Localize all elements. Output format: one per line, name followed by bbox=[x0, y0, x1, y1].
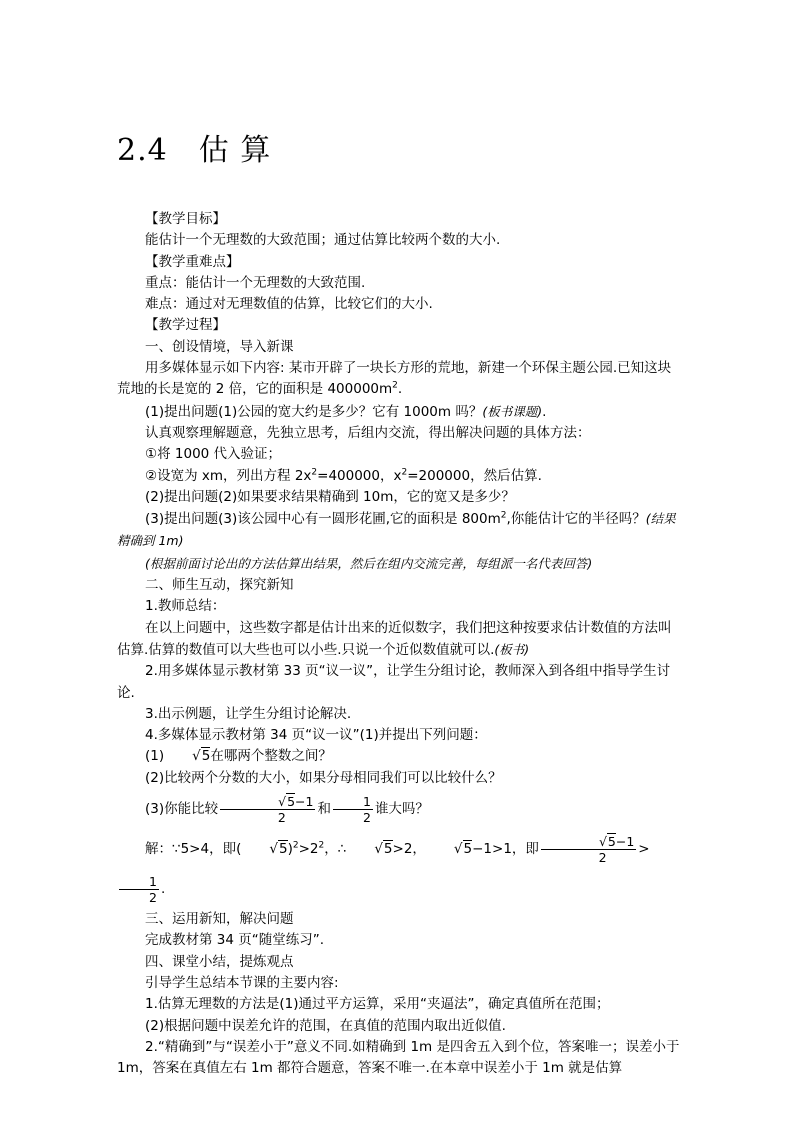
paragraph bbox=[117, 508, 680, 553]
text: ) bbox=[287, 841, 293, 858]
text: −1>1，即 bbox=[472, 841, 539, 858]
section-heading: 【教学目标】 bbox=[145, 211, 226, 227]
text: . bbox=[542, 403, 547, 420]
sqrt-expression: √5 bbox=[278, 793, 296, 809]
superscript: 2 bbox=[392, 380, 398, 391]
note: (结果精确到 1m) bbox=[117, 511, 676, 549]
paragraph: 完成教材第 34 页“随堂练习”. bbox=[145, 932, 325, 949]
fraction-numerator bbox=[541, 834, 636, 850]
text: 在哪两个整数之间？ bbox=[210, 748, 332, 765]
fraction-numerator bbox=[220, 794, 315, 810]
paragraph: 难点：通过对无理数值的估算，比较它们的大小. bbox=[145, 296, 433, 313]
text: 和 bbox=[317, 801, 331, 818]
document-body bbox=[117, 209, 680, 1079]
paragraph: 四、课堂小结，提炼观点 bbox=[145, 953, 294, 970]
note: (板书课题) bbox=[482, 403, 543, 419]
sqrt-expression: √5 bbox=[192, 748, 211, 765]
paragraph bbox=[117, 401, 680, 423]
text: > bbox=[638, 841, 650, 858]
paragraph bbox=[117, 618, 680, 662]
superscript: 2 bbox=[311, 467, 318, 478]
radicand: 5 bbox=[463, 841, 473, 858]
paragraph: 认真观察理解题意，先独立思考，后组内交流，得出解决问题的具体方法： bbox=[145, 424, 591, 441]
text: (1)提出问题(1)公园的宽大约是多少？它有 1000m 吗？ bbox=[145, 403, 483, 420]
sqrt-expression: √5 bbox=[453, 841, 473, 858]
fraction-denominator: 2 bbox=[598, 849, 607, 865]
fraction-numerator: 1 bbox=[333, 794, 373, 810]
text: ，∴ bbox=[324, 841, 347, 858]
fraction-denominator: 2 bbox=[362, 809, 371, 825]
fraction bbox=[333, 794, 373, 825]
paragraph: 4.多媒体显示教材第 34 页“议一议”(1)并提出下列问题： bbox=[145, 727, 487, 744]
paragraph: 二、师生互动，探究新知 bbox=[145, 577, 294, 594]
text: . bbox=[160, 881, 166, 898]
text: 在以上问题中，这些数字都是估计出来的近似数字，我们把这种按要求估计数值的方法叫估算.估算的数值可以大些也可以小些.只说一个近似数值就可以. bbox=[117, 619, 672, 658]
text: . bbox=[397, 381, 403, 398]
paragraph bbox=[117, 789, 680, 829]
paragraph bbox=[117, 358, 680, 401]
paragraph: ①将 1000 代入验证； bbox=[145, 446, 282, 463]
superscript: 2 bbox=[292, 840, 299, 851]
paragraph: (2)提出问题(2)如果要求结果精确到 10m，它的宽又是多少？ bbox=[145, 488, 515, 505]
paragraph: 2.“精确到”与“误差小于”意义不同.如精确到 1m 是四舍五入到个位，答案唯一；误差小于 1m，答案在真值左右 1m 都符合题意，答案不唯一.在本章中误差小于 1m 就是估算 bbox=[117, 1038, 680, 1077]
fraction bbox=[220, 794, 315, 825]
radicand: 5 bbox=[607, 833, 616, 849]
text: −1 bbox=[295, 793, 314, 809]
radicand: 5 bbox=[383, 841, 393, 858]
superscript: 2 bbox=[500, 510, 507, 521]
section-heading: 【教学过程】 bbox=[145, 317, 226, 334]
fraction bbox=[119, 874, 159, 905]
paragraph: 引导学生总结本节课的主要内容: bbox=[145, 974, 339, 991]
paragraph: (2)比较两个分数的大小，如果分母相同我们可以比较什么？ bbox=[145, 769, 502, 786]
text: 谁大吗？ bbox=[374, 801, 429, 818]
page-title: 2.4 估 算 bbox=[117, 133, 272, 168]
text: >2， bbox=[392, 841, 426, 858]
superscript: 2 bbox=[318, 840, 325, 851]
fraction-denominator: 2 bbox=[277, 809, 286, 825]
text: (3)你能比较 bbox=[145, 801, 219, 818]
radicand: 5 bbox=[201, 748, 211, 765]
text: >2 bbox=[298, 841, 319, 858]
text: (3)提出问题(3)该公园中心有一圆形花圃,它的面积是 800m bbox=[145, 511, 501, 528]
paragraph: 1.教师总结： bbox=[145, 598, 226, 615]
superscript: 2 bbox=[401, 467, 408, 478]
text: −1 bbox=[615, 833, 635, 849]
paragraph: 三、运用新知，解决问题 bbox=[145, 911, 294, 928]
radicand: 5 bbox=[287, 793, 296, 809]
paragraph: 1.估算无理数的方法是(1)通过平方运算，采用“夹逼法”，确定真值所在范围； bbox=[145, 996, 610, 1013]
paragraph: 2.用多媒体显示教材第 33 页“议一议”，让学生分组讨论，教师深入到各组中指导学生讨论. bbox=[117, 663, 671, 701]
paragraph bbox=[117, 466, 680, 487]
paragraph bbox=[117, 553, 680, 575]
paragraph: 重点：能估计一个无理数的大致范围. bbox=[145, 274, 366, 291]
sqrt-expression: √5 bbox=[269, 841, 288, 858]
text: 用多媒体显示如下内容: 某市开辟了一块长方形的荒地，新建一个环保主题公园.已知这块荒地的长是宽的 2 倍，它的面积是 400000m bbox=[117, 360, 672, 398]
paragraph: 3.出示例题，让学生分组讨论解决. bbox=[145, 705, 352, 722]
paragraph: 一、创设情境，导入新课 bbox=[145, 338, 294, 355]
paragraph bbox=[117, 829, 680, 909]
radicand: 5 bbox=[278, 841, 288, 858]
fraction-denominator: 2 bbox=[149, 889, 157, 905]
text: =200000，然后估算. bbox=[407, 467, 542, 484]
text: 解：∵5>4，即( bbox=[145, 841, 242, 858]
paragraph bbox=[117, 746, 680, 767]
fraction-numerator: 1 bbox=[119, 874, 159, 890]
section-heading: 【教学重难点】 bbox=[145, 253, 240, 270]
paragraph: 能估计一个无理数的大致范围；通过估算比较两个数的大小. bbox=[145, 232, 501, 249]
text: =400000，x bbox=[317, 467, 402, 484]
text: ,你能估计它的半径吗？ bbox=[506, 511, 646, 528]
text: (1) bbox=[145, 748, 165, 765]
sqrt-expression: √5 bbox=[374, 841, 393, 858]
paragraph: (2)根据问题中误差允许的范围，在真值的范围内取出近似值. bbox=[145, 1017, 506, 1034]
text: ②设宽为 xm，列出方程 2x bbox=[145, 467, 312, 484]
sqrt-expression: √5 bbox=[598, 833, 616, 849]
note: (板书) bbox=[494, 641, 530, 657]
fraction bbox=[541, 834, 636, 865]
note: (根据前面讨论出的方法估算出结果，然后在组内交流完善，每组派一名代表回答) bbox=[145, 555, 593, 571]
